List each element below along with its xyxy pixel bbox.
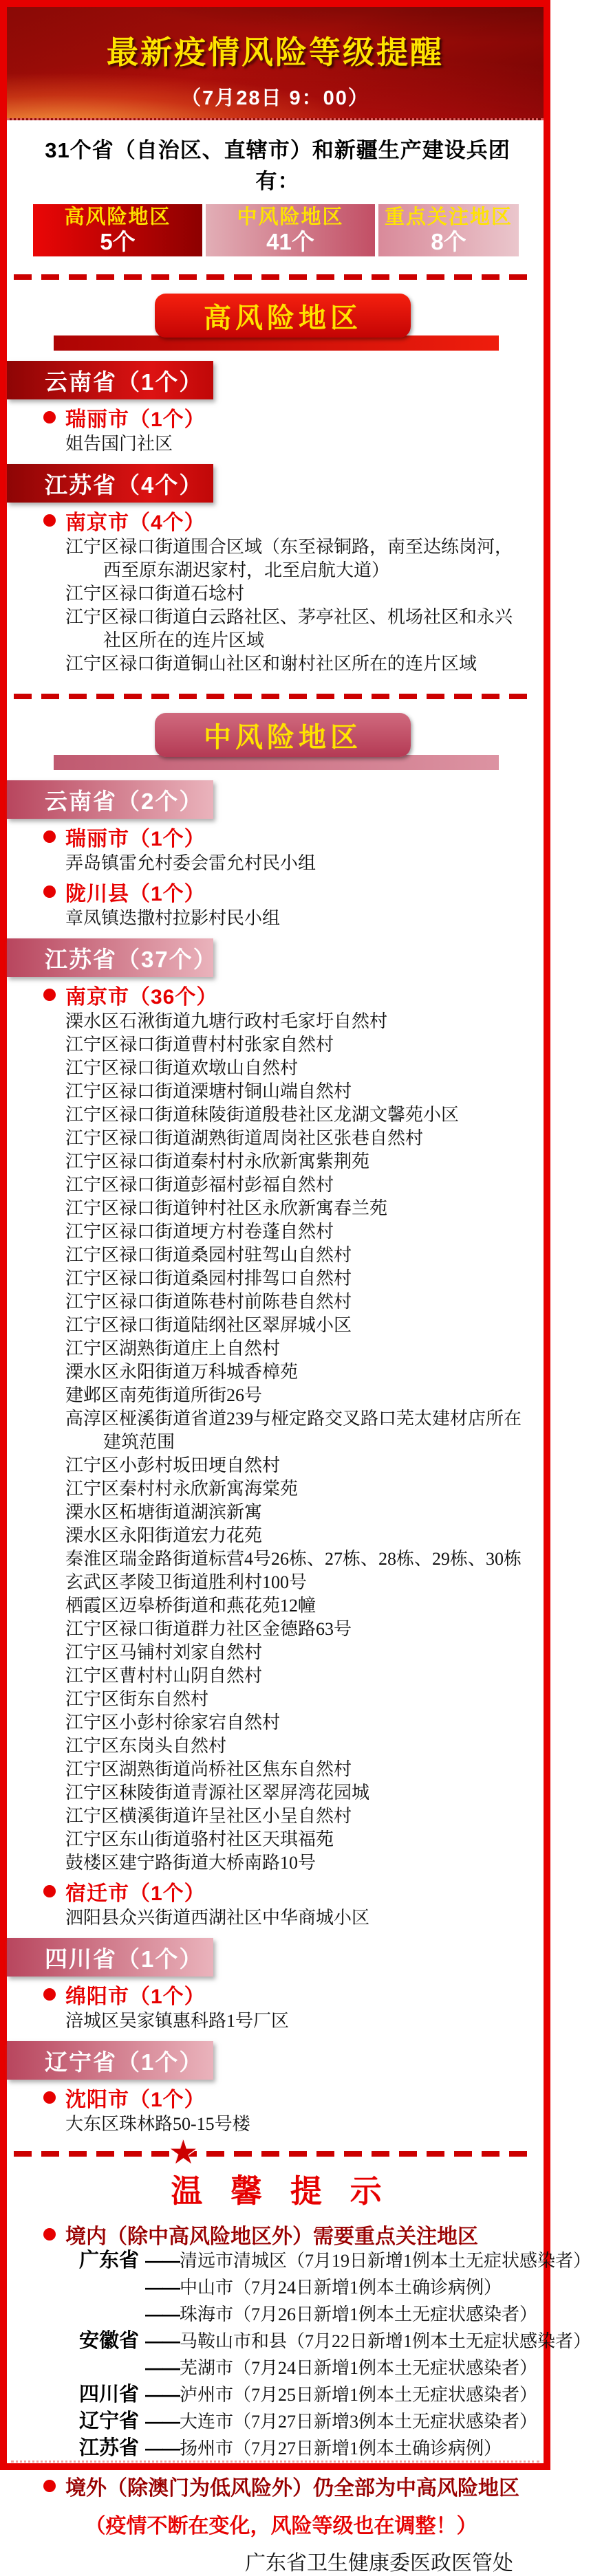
focus-province: 安徽省 — [79, 2330, 140, 2352]
area-item-list — [65, 852, 524, 875]
bullet-icon — [43, 885, 56, 898]
tips-bullet-overseas — [43, 2472, 524, 2500]
area-item: 江宁区禄口街道湖熟街道周岗社区张巷自然村 — [65, 1128, 424, 1148]
dash-connector: —— — [145, 2250, 180, 2271]
tips-bullet-label: 境外（除澳门为低风险外）仍全部为中高风险地区 — [65, 2477, 519, 2500]
dashed-separator-with-star — [14, 2135, 537, 2171]
dash-connector: —— — [145, 2357, 180, 2378]
area-item-list — [65, 2113, 524, 2136]
area-item: 江宁区小彭村徐家宕自然村 — [65, 1713, 281, 1732]
city-label: 宿迁市（1个） — [65, 1882, 206, 1905]
area-item: 溧水区石湫街道九塘行政村毛家圩自然村 — [65, 1011, 388, 1031]
bullet-icon — [43, 1988, 56, 2001]
focus-row — [79, 2410, 538, 2436]
intro-line: 31个省（自治区、直辖市）和新疆生产建设兵团有： — [45, 138, 511, 193]
area-item: 泗阳县众兴街道西湖社区中华商城小区 — [65, 1908, 370, 1928]
city-row — [43, 823, 524, 850]
city-label: 绵阳市（1个） — [65, 1985, 206, 2008]
focus-province: 江苏省 — [79, 2437, 140, 2459]
stat-label: 高风险地区 — [64, 206, 171, 228]
area-item: 江宁区禄口街道石埝村 — [65, 584, 245, 604]
area-item: 江宁区秦村村永欣新寓海棠苑 — [65, 1479, 299, 1499]
area-item: 高淳区桠溪街道省道239与桠定路交叉路口芜太建材店所在建筑范围 — [65, 1409, 522, 1452]
dashed-separator — [14, 274, 537, 280]
focus-row — [79, 2276, 524, 2302]
area-item: 玄武区孝陵卫街道胜利村100号 — [65, 1572, 308, 1592]
province-bar: 云南省（2个） — [7, 780, 213, 819]
area-item-list — [65, 907, 524, 930]
area-item: 姐告国门社区 — [65, 434, 173, 454]
area-item: 鼓楼区建宁路街道大桥南路10号 — [65, 1853, 316, 1873]
bullet-icon — [43, 411, 56, 423]
stat-box-key-focus — [378, 204, 519, 256]
area-item: 江宁区马铺村刘家自然村 — [65, 1642, 263, 1662]
area-item: 江宁区东山街道骆村社区天琪福苑 — [65, 1829, 334, 1849]
focus-row — [79, 2356, 538, 2383]
section-title-underbar — [54, 755, 499, 770]
area-item: 江宁区禄口街道铜山社区和谢村社区所在的连片区域 — [65, 654, 477, 674]
header-datetime: （7月28日 9：00） — [181, 87, 369, 109]
area-item-list — [65, 536, 524, 676]
area-item: 江宁区东岗头自然村 — [65, 1736, 227, 1756]
header-banner — [7, 7, 544, 120]
city-row — [43, 878, 524, 905]
area-item: 江宁区小彭村坂田埂自然村 — [65, 1455, 281, 1475]
city-row — [43, 981, 524, 1009]
area-item: 江宁区禄口街道陈巷村前陈巷自然村 — [65, 1292, 352, 1312]
tips-title: 温 馨 提 示 — [171, 2173, 391, 2209]
signature: 广东省卫生健康委医政医管处 — [245, 2552, 513, 2575]
bullet-icon — [43, 1885, 56, 1897]
section-title-underbar — [54, 335, 499, 351]
dash-connector: —— — [145, 2277, 180, 2298]
tips-bullet-domestic — [43, 2220, 524, 2249]
focus-area-list — [38, 2249, 591, 2463]
content-column — [7, 133, 591, 2576]
city-row — [43, 507, 524, 534]
area-item: 章凤镇迭撒村拉影村民小组 — [65, 908, 281, 928]
focus-row — [79, 2302, 538, 2329]
area-item: 江宁区秣陵街道青源社区翠屏湾花园城 — [65, 1783, 370, 1803]
focus-detail: 马鞍山市和县（7月22日新增1例本土无症状感染者） — [180, 2331, 591, 2351]
area-item: 江宁区禄口街道溧塘村铜山端自然村 — [65, 1081, 352, 1101]
tips-bullet-label: 境内（除中高风险地区外）需要重点关注地区 — [65, 2225, 478, 2248]
area-item: 涪城区吴家镇惠科路1号厂区 — [65, 2011, 290, 2031]
bullet-icon — [43, 989, 56, 1001]
focus-province: 广东省 — [79, 2249, 140, 2271]
dash-connector: —— — [145, 2411, 180, 2432]
focus-province: 四川省 — [79, 2384, 140, 2406]
area-item: 江宁区禄口街道彭福村彭福自然村 — [65, 1175, 334, 1195]
focus-detail: 泸州市（7月25日新增1例本土无症状感染者） — [180, 2385, 538, 2405]
section-header — [14, 294, 537, 353]
area-item: 溧水区永阳街道宏力花苑 — [65, 1526, 263, 1545]
focus-row — [79, 2249, 591, 2276]
focus-detail: 清远市清城区（7月19日新增1例本土无症状感染者） — [180, 2251, 591, 2271]
dash-connector: —— — [145, 2438, 180, 2458]
area-item: 江宁区禄口街道陆纲社区翠屏城小区 — [65, 1315, 352, 1335]
focus-detail: 珠海市（7月26日新增1例本土无症状感染者） — [180, 2304, 538, 2324]
area-item: 江宁区禄口街道白云路社区、茅亭社区、机场社区和永兴社区所在的连片区域 — [65, 607, 513, 650]
area-item: 江宁区禄口街道围合区域（东至禄铜路，南至达练岗河，西至原东湖迟家村，北至启航大道） — [65, 537, 513, 580]
tips-note: （疫情不断在变化，风险等级也在调整！） — [85, 2515, 477, 2538]
focus-province: 辽宁省 — [79, 2410, 140, 2432]
area-item: 溧水区柘塘街道湖滨新寓 — [65, 1502, 263, 1522]
area-item-list — [65, 1010, 524, 1875]
area-item: 建邺区南苑街道所街26号 — [65, 1385, 263, 1405]
focus-row — [79, 2436, 524, 2463]
area-item: 大东区珠林路50-15号楼 — [65, 2114, 250, 2134]
area-item: 江宁区禄口街道秦村村永欣新寓紫荆苑 — [65, 1152, 370, 1171]
area-item: 江宁区禄口街道秣陵街道殷巷社区龙湖文馨苑小区 — [65, 1105, 460, 1125]
bullet-icon — [43, 514, 56, 527]
area-item: 江宁区禄口街道欢墩山自然村 — [65, 1058, 299, 1078]
area-item: 江宁区禄口街道桑园村驻驾山自然村 — [65, 1245, 352, 1265]
dash-connector: —— — [145, 2331, 180, 2351]
focus-detail: 中山市（7月24日新增1例本土确诊病例） — [180, 2278, 502, 2298]
focus-row — [79, 2383, 538, 2410]
stat-count: 8个 — [431, 229, 466, 254]
section-mid-risk — [38, 713, 524, 2136]
page-title: 最新疫情风险等级提醒 — [107, 34, 444, 70]
focus-detail: 芜湖市（7月24日新增1例本土无症状感染者） — [180, 2358, 538, 2378]
area-item: 江宁区禄口街道曹村村张家自然村 — [65, 1035, 334, 1055]
area-item-list — [65, 432, 524, 456]
area-item: 江宁区禄口街道埂方村卷蓬自然村 — [65, 1222, 334, 1242]
area-item: 江宁区禄口街道群力社区金德路63号 — [65, 1619, 352, 1639]
stat-box-mid-risk — [206, 204, 375, 256]
dash-connector: —— — [145, 2304, 180, 2324]
section-title-button: 中风险地区 — [155, 713, 411, 757]
city-label: 南京市（4个） — [65, 511, 206, 534]
section-tips — [38, 2166, 591, 2576]
focus-row — [79, 2329, 591, 2356]
stat-label: 重点关注地区 — [384, 206, 513, 228]
stat-count: 5个 — [100, 229, 136, 254]
area-item: 江宁区湖熟街道庄上自然村 — [65, 1339, 281, 1358]
city-label: 沈阳市（1个） — [65, 2089, 206, 2111]
area-item: 栖霞区迈皋桥街道和燕花苑12幢 — [65, 1596, 316, 1616]
city-label: 瑞丽市（1个） — [65, 828, 206, 850]
stat-count: 41个 — [266, 229, 314, 254]
section-title-button: 高风险地区 — [155, 294, 411, 338]
stat-label: 中风险地区 — [237, 206, 344, 228]
city-label: 瑞丽市（1个） — [65, 408, 206, 431]
province-bar: 江苏省（4个） — [7, 464, 213, 503]
stat-box-high-risk — [33, 204, 202, 256]
focus-detail: 大连市（7月27日新增3例本土无症状感染者） — [180, 2412, 538, 2432]
area-item: 江宁区禄口街道钟村社区永欣新寓春兰苑 — [65, 1198, 388, 1218]
star-icon: ★ — [169, 2135, 199, 2171]
area-item-list — [65, 2010, 524, 2033]
bullet-icon — [43, 830, 56, 843]
area-item: 江宁区横溪街道许呈社区小呈自然村 — [65, 1806, 352, 1826]
bullet-icon — [43, 2228, 56, 2241]
city-row — [43, 404, 524, 431]
city-label: 南京市（36个） — [65, 986, 218, 1009]
bullet-icon — [43, 2480, 56, 2492]
area-item: 秦淮区瑞金路街道标营4号26栋、27栋、28栋、29栋、30栋 — [65, 1549, 522, 1569]
area-item: 江宁区街东自然村 — [65, 1689, 209, 1709]
bottom-dotted-line — [11, 2461, 539, 2463]
bullet-icon — [43, 2091, 56, 2104]
area-item: 溧水区永阳街道万科城香樟苑 — [65, 1362, 299, 1382]
focus-detail: 扬州市（7月27日新增1例本土确诊病例） — [180, 2439, 502, 2458]
area-item: 江宁区曹村村山阴自然村 — [65, 1666, 263, 1686]
area-item: 弄岛镇雷允村委会雷允村民小组 — [65, 853, 316, 873]
city-row — [43, 1981, 524, 2008]
dashed-separator — [14, 694, 537, 699]
area-item-list — [65, 1906, 524, 1930]
city-label: 陇川县（1个） — [65, 883, 206, 905]
section-high-risk — [38, 294, 524, 676]
section-header — [14, 713, 537, 772]
province-bar: 云南省（1个） — [7, 361, 213, 399]
stats-row — [33, 204, 524, 256]
city-row — [43, 2084, 524, 2111]
area-item: 江宁区禄口街道桑园村排驾口自然村 — [65, 1268, 352, 1288]
province-bar: 江苏省（37个） — [7, 938, 213, 977]
area-item: 江宁区湖熟街道尚桥社区焦东自然村 — [65, 1759, 352, 1779]
province-bar: 辽宁省（1个） — [7, 2041, 213, 2080]
city-row — [43, 1878, 524, 1905]
dash-connector: —— — [145, 2384, 180, 2405]
province-bar: 四川省（1个） — [7, 1938, 213, 1977]
